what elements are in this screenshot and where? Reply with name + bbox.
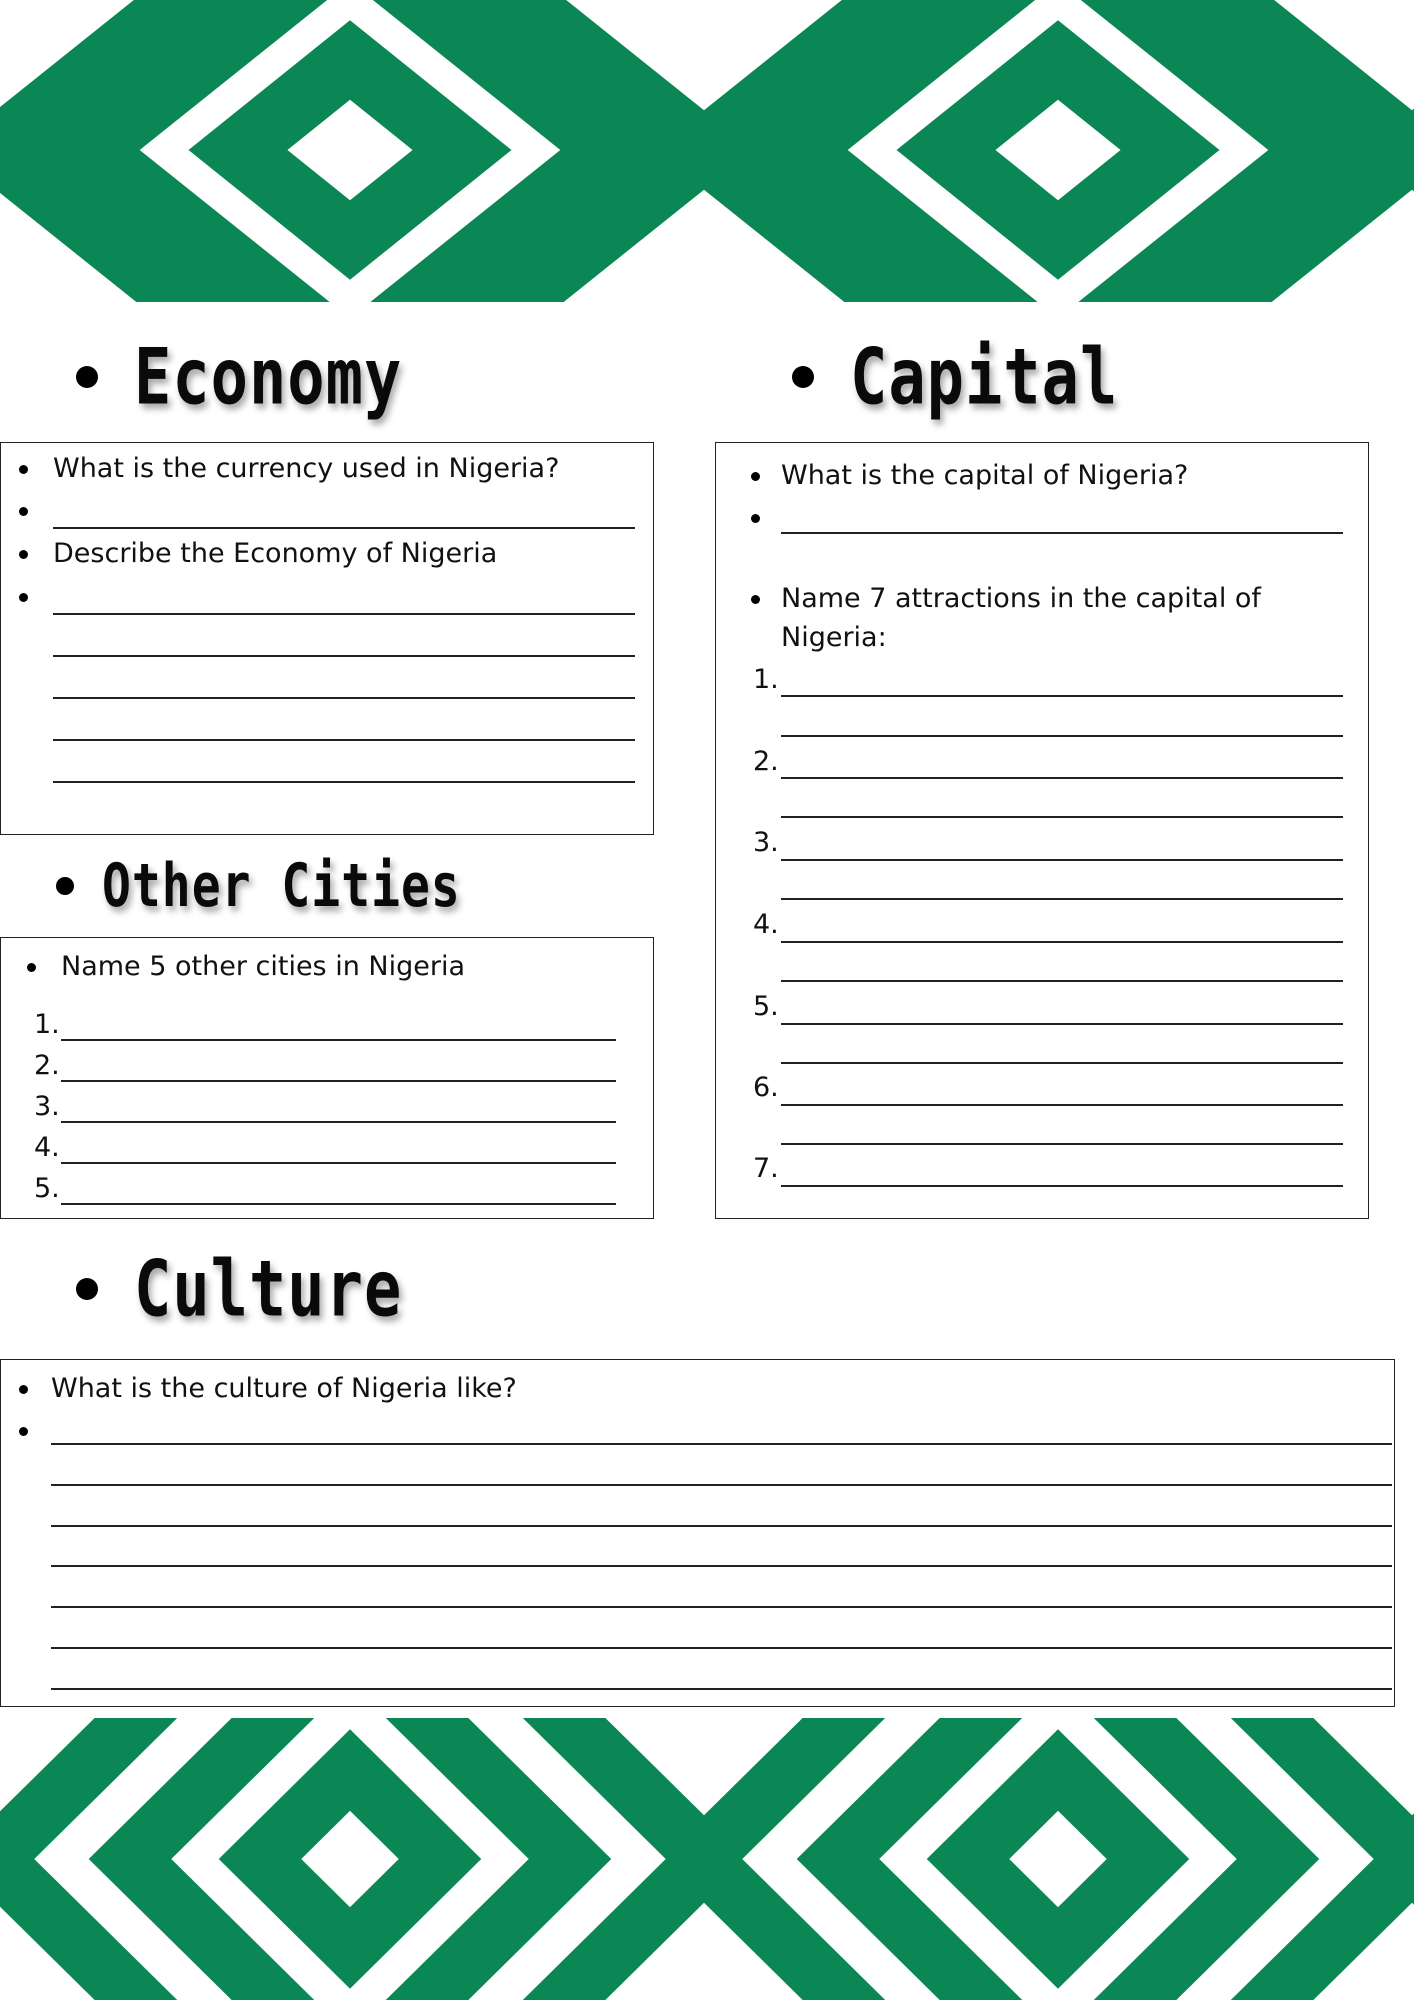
attraction-line-4[interactable] [781, 941, 1343, 943]
bullet-icon [751, 472, 760, 481]
city-number: 4. [34, 1132, 60, 1163]
culture-line-2[interactable] [51, 1484, 1392, 1486]
city-line-5[interactable] [61, 1203, 616, 1205]
diamond-pattern-icon [0, 0, 1414, 302]
attraction-line-7[interactable] [781, 1185, 1343, 1187]
diamond-pattern-icon [0, 1718, 1414, 2000]
bullet-icon [751, 595, 760, 604]
economy-title: Economy [134, 330, 403, 423]
answer-line-economy-2[interactable] [53, 655, 635, 657]
other-cities-title: Other Cities [102, 851, 461, 921]
economy-box [0, 442, 654, 835]
bullet-icon [19, 507, 28, 516]
city-line-4[interactable] [61, 1162, 616, 1164]
city-line-1[interactable] [61, 1039, 616, 1041]
attraction-line-6[interactable] [781, 1104, 1343, 1106]
answer-line-currency[interactable] [53, 527, 635, 529]
attraction-line-6b[interactable] [781, 1143, 1343, 1145]
culture-question: What is the culture of Nigeria like? [51, 1373, 517, 1404]
answer-line-economy-5[interactable] [53, 781, 635, 783]
attraction-line-2[interactable] [781, 777, 1343, 779]
bullet-icon [19, 465, 28, 474]
bullet-icon [19, 550, 28, 559]
culture-line-4[interactable] [51, 1565, 1392, 1567]
attraction-line-3b[interactable] [781, 898, 1343, 900]
city-number: 1. [34, 1009, 60, 1040]
attraction-number: 2. [753, 746, 779, 777]
culture-title: Culture [134, 1242, 403, 1335]
culture-line-5[interactable] [51, 1606, 1392, 1608]
economy-question-currency: What is the currency used in Nigeria? [53, 453, 560, 484]
attraction-number: 7. [753, 1153, 779, 1184]
attraction-line-1[interactable] [781, 695, 1343, 697]
answer-line-economy-4[interactable] [53, 739, 635, 741]
bullet-icon [76, 1278, 98, 1300]
culture-line-7[interactable] [51, 1688, 1392, 1690]
attraction-line-1b[interactable] [781, 735, 1343, 737]
bullet-icon [76, 366, 98, 388]
bullet-icon [19, 1427, 28, 1436]
capital-box [715, 442, 1369, 1219]
culture-line-1[interactable] [51, 1443, 1392, 1445]
attractions-question-line1: Name 7 attractions in the capital of [781, 583, 1261, 614]
answer-line-economy-1[interactable] [53, 613, 635, 615]
culture-heading [76, 1242, 403, 1335]
attractions-question-line2: Nigeria: [781, 622, 887, 653]
economy-question-describe: Describe the Economy of Nigeria [53, 538, 498, 569]
other-cities-box [0, 937, 654, 1219]
attraction-number: 5. [753, 991, 779, 1022]
attraction-line-5[interactable] [781, 1023, 1343, 1025]
bullet-icon [27, 963, 36, 972]
attraction-number: 6. [753, 1072, 779, 1103]
city-line-3[interactable] [61, 1121, 616, 1123]
attraction-line-4b[interactable] [781, 980, 1343, 982]
economy-heading [76, 330, 403, 423]
capital-heading [792, 330, 1119, 423]
attraction-line-5b[interactable] [781, 1062, 1343, 1064]
bullet-icon [19, 593, 28, 602]
attraction-line-2b[interactable] [781, 816, 1343, 818]
city-number: 5. [34, 1173, 60, 1204]
culture-line-3[interactable] [51, 1525, 1392, 1527]
city-line-2[interactable] [61, 1080, 616, 1082]
attraction-number: 3. [753, 827, 779, 858]
top-pattern-banner [0, 0, 1414, 302]
bullet-icon [56, 877, 74, 895]
capital-question: What is the capital of Nigeria? [781, 460, 1189, 491]
attraction-line-3[interactable] [781, 859, 1343, 861]
capital-title: Capital [850, 330, 1119, 423]
city-number: 3. [34, 1091, 60, 1122]
answer-line-economy-3[interactable] [53, 697, 635, 699]
attraction-number: 1. [753, 664, 779, 695]
attraction-number: 4. [753, 909, 779, 940]
bullet-icon [19, 1385, 28, 1394]
other-cities-question: Name 5 other cities in Nigeria [61, 951, 465, 982]
culture-box [0, 1359, 1395, 1707]
culture-line-6[interactable] [51, 1647, 1392, 1649]
other-cities-heading [56, 851, 461, 921]
bullet-icon [751, 514, 760, 523]
bullet-icon [792, 366, 814, 388]
bottom-pattern-banner [0, 1718, 1414, 2000]
answer-line-capital[interactable] [781, 532, 1343, 534]
city-number: 2. [34, 1050, 60, 1081]
